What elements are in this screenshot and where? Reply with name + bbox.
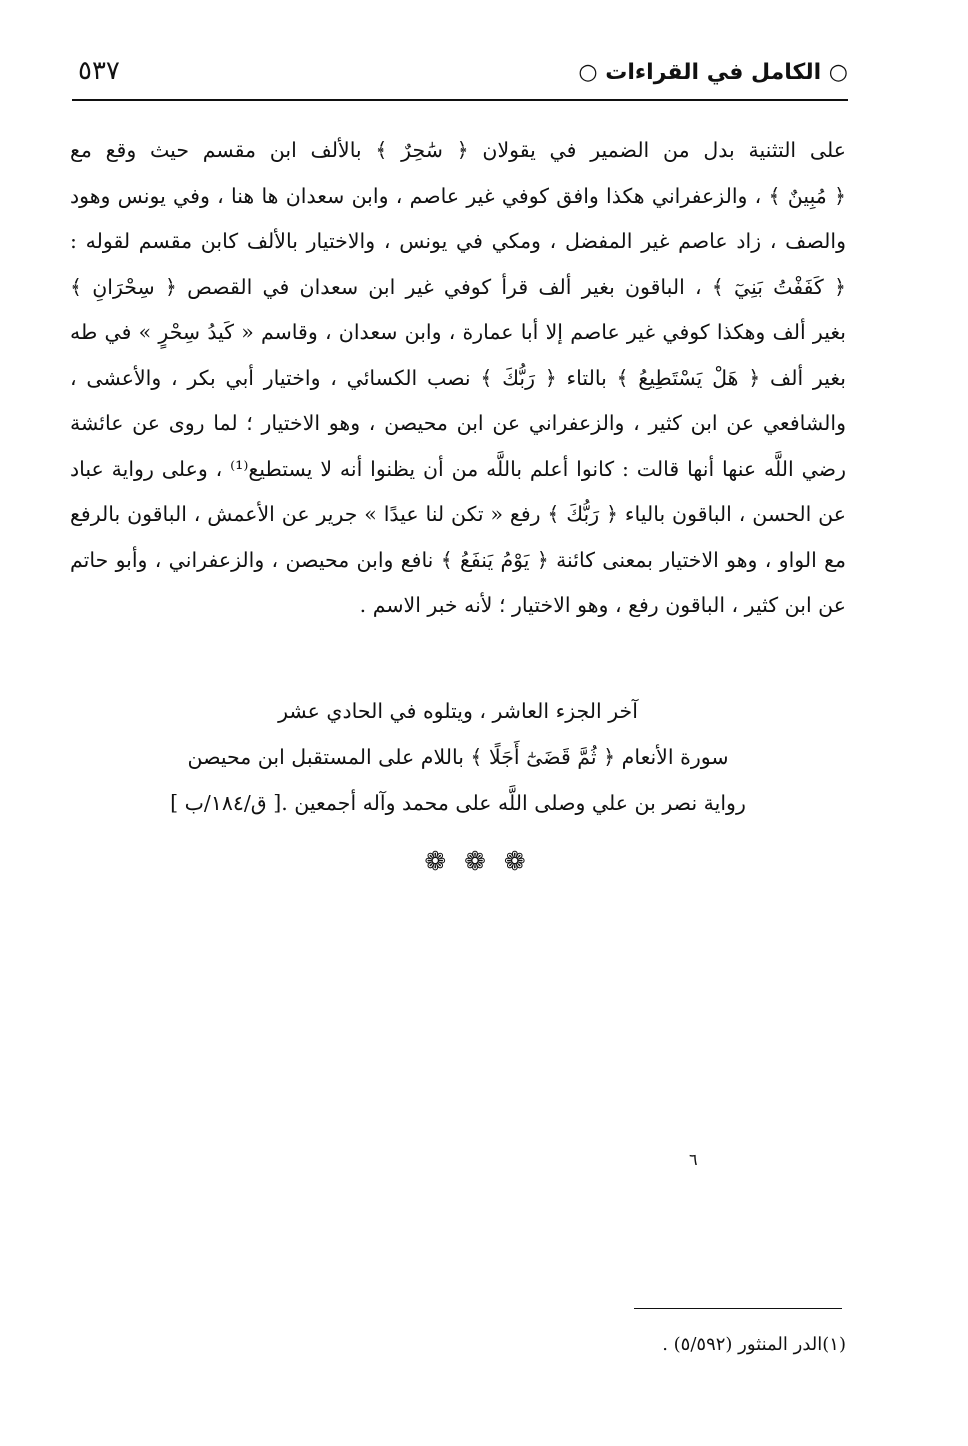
page-number: ٥٣٧ xyxy=(78,56,120,86)
colophon-line: آخر الجزء العاشر ، ويتلوه في الحادي عشر xyxy=(278,699,638,723)
colophon-line: رواية نصر بن علي وصلى اللَّه على محمد وآله أجمعين .[ ق/١٨٤/ب ] xyxy=(170,791,746,815)
footnote-rule xyxy=(634,1308,842,1309)
body-line: على التثنية بدل من الضمير في يقولان ﴿ سَٰحِرٌ ﴾ بالألف ابن مقسم حيث وقع مع xyxy=(70,138,846,162)
colophon-line: سورة الأنعام ﴿ ثُمَّ قَضَىٰٓ أَجَلًا ﴾ باللام على المستقبل ابن محيصن xyxy=(187,745,729,769)
body-line: بغير ألف وهكذا كوفي غير عاصم إلا أبا عمارة ، وابن سعدان ، وقاسم « كَيدُ سِحْرٍ » في طه xyxy=(70,320,846,344)
body-line: بغير ألف ﴿ هَلْ يَسْتَطِيعُ ﴾ بالتاء ﴿ رَبُّكَ ﴾ نصب الكسائي ، واختيار أبي بكر ، والأعشى ، xyxy=(70,365,846,390)
running-title: ○ الكامل في القراءات ○ xyxy=(578,60,848,85)
body-text xyxy=(70,128,846,629)
page-header xyxy=(72,52,848,96)
body-line: ﴿ مُبِينٌ ﴾ ، والزعفراني هكذا وافق كوفي غير عاصم ، وابن سعدان ها هنا ، وفي يونس وهود xyxy=(70,183,846,208)
body-line: عن الحسن ، الباقون بالياء ﴿ رَبُّكَ ﴾ رفع « تكن لنا عيدًا » جرير عن الأعمش ، الباقون بالرفع xyxy=(70,502,846,526)
body-line: مع الواو ، وهو الاختيار بمعنى كائنة ﴿ يَوْمُ يَنفَعُ ﴾ نافع وابن محيصن ، والزعفراني ، وأبو حاتم xyxy=(70,547,846,572)
ornament-divider: ❁❁❁ xyxy=(424,847,544,877)
stray-mark: ٦ xyxy=(689,1150,698,1169)
footnote: (١)الدر المنثور (٥/٥٩٢) . xyxy=(662,1334,846,1355)
body-line: ﴿ كَفَفْتُ بَنِيٓ ﴾ ، الباقون بغير ألف قرأ كوفي غير ابن سعدان في القصص ﴿ سِحْرَانِ ﴾ xyxy=(70,274,846,299)
header-rule xyxy=(72,99,848,101)
body-line: والشافعي عن ابن كثير ، والزعفراني عن ابن محيصن ، وهو الاختيار ؛ لما روى عن عائشة xyxy=(70,411,846,435)
body-line: عن ابن كثير ، الباقون رفع ، وهو الاختيار ؛ لأنه خبر الاسم . xyxy=(359,593,846,617)
colophon xyxy=(70,688,846,826)
body-line: والصف ، زاد عاصم غير المفضل ، ومكي في يونس ، والاختيار بالألف كابن مقسم لقوله : xyxy=(70,229,846,253)
body-line: رضي اللَّه عنها أنها قالت : كانوا أعلم باللَّه من أن يظنوا أنه لا يستطيع⁽¹⁾ ، وعلى رواية عباد xyxy=(70,456,846,481)
